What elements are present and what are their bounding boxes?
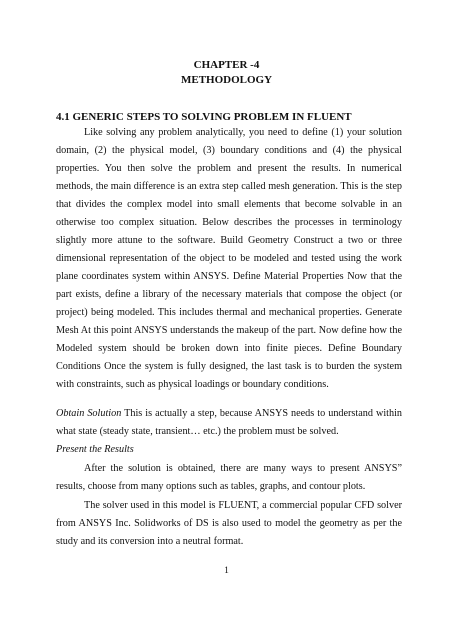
body-paragraph-1: Like solving any problem analytically, you need to define (1) your solution domain, (2) the physical model, (3) boundary conditions and (4) the physical properties. You then solve the problem and present the results. In numerical methods, the main difference is an extra step called mesh generation. This is the step that divides the complex model into small elements that become solvable in an otherwise too complex situation. Below describes the processes in terminology slightly more attune to the software. Build Geometry Construct a two or three dimensional representation of the object to be modeled and tested using the work plane coordinates system within ANSYS. Define Material Properties Now that the part exists, define a library of the necessary materials that compose the object (or project) being modeled. This includes thermal and mechanical properties. Generate Mesh At this point ANSYS understands the makeup of the part. Now define how the Modeled system should be broken down into finite pieces. Define Boundary Conditions Once the system is fully designed, the last task is to burden the system with constraints, such as physical loadings or boundary conditions. <box>56 127 402 390</box>
chapter-number: CHAPTER -4 <box>193 59 260 71</box>
body-paragraph-3: After the solution is obtained, there are many ways to present ANSYS” results, choose from many options such as tables, graphs, and contour plots. <box>56 463 402 492</box>
paragraph-2-lead: Obtain Solution <box>56 408 122 419</box>
body-paragraph-4: The solver used in this model is FLUENT, a commercial popular CFD solver from ANSYS Inc. Solidworks of DS is also used to model the geometry as per the study and its conversion into a neutral format. <box>56 500 402 547</box>
section-heading: 4.1 GENERIC STEPS TO SOLVING PROBLEM IN FLUENT <box>56 111 352 123</box>
paragraph-2-body: This is actually a step, because ANSYS needs to understand within what state (steady state, transient… etc.) the problem must be solved. <box>56 408 402 437</box>
sub-heading: Present the Results <box>56 444 134 455</box>
body-paragraph-2 <box>56 405 402 441</box>
chapter-title: METHODOLOGY <box>180 74 273 86</box>
page-number: 1 <box>224 566 229 576</box>
